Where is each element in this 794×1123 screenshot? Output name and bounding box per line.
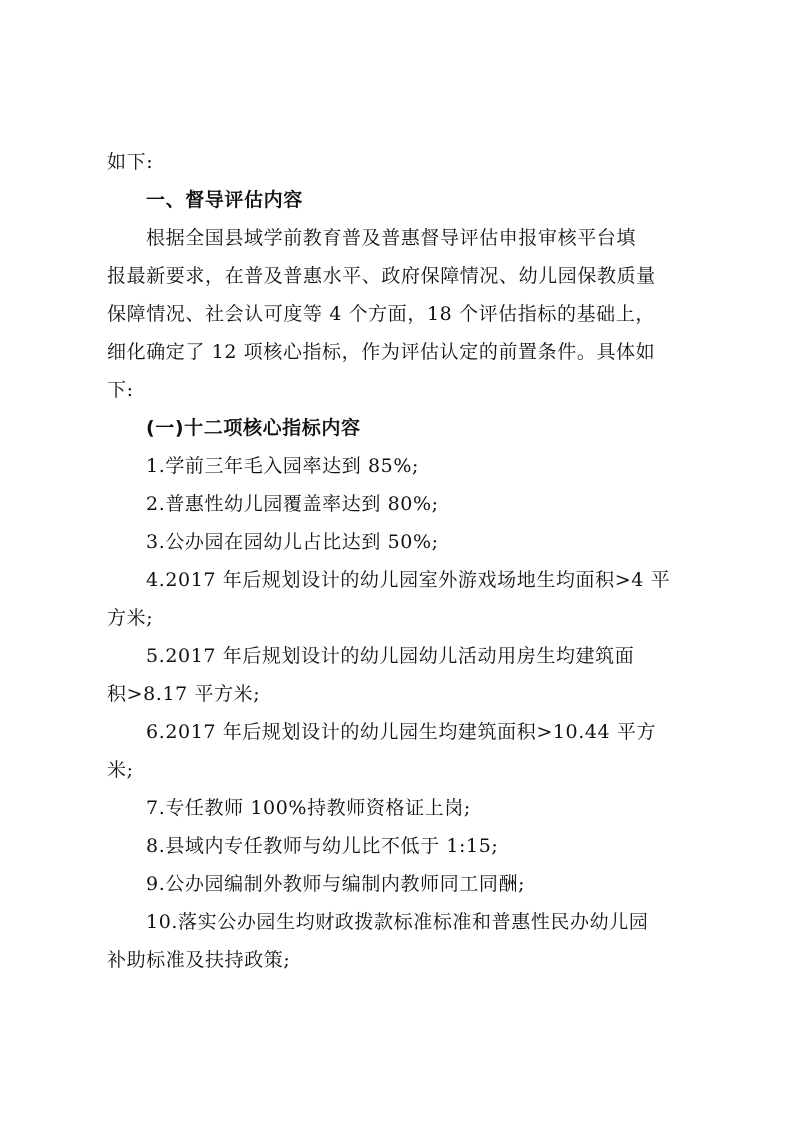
text-line: 如下: (107, 151, 154, 173)
text-line: 根据全国县域学前教育普及普惠督导评估申报审核平台填 (146, 227, 637, 249)
list-item-continuation: 补助标准及扶持政策; (107, 949, 291, 971)
list-item: 7.专任教师 100%持教师资格证上岗; (146, 797, 471, 819)
text-line: 保障情况、社会认可度等 4 个方面，18 个评估指标的基础上， (107, 303, 655, 325)
text-line: 细化确定了 12 项核心指标，作为评估认定的前置条件。具体如 (107, 341, 656, 363)
list-item: 5.2017 年后规划设计的幼儿园幼儿活动用房生均建筑面 (146, 645, 635, 667)
list-item: 9.公办园编制外教师与编制内教师同工同酬; (146, 873, 526, 895)
list-item: 6.2017 年后规划设计的幼儿园生均建筑面积>10.44 平方 (146, 721, 657, 743)
list-item: 2.普惠性幼儿园覆盖率达到 80%; (146, 493, 439, 515)
list-item-continuation: 方米; (107, 607, 154, 629)
text-line: 下: (107, 379, 134, 401)
list-item: 10.落实公办园生均财政拨款标准标准和普惠性民办幼儿园 (146, 911, 649, 933)
section-heading: 一、督导评估内容 (146, 189, 303, 211)
list-item: 3.公办园在园幼儿占比达到 50%; (146, 531, 439, 553)
list-item: 1.学前三年毛入园率达到 85%; (146, 455, 419, 477)
text-line: 报最新要求，在普及普惠水平、政府保障情况、幼儿园保教质量 (107, 265, 656, 287)
subsection-heading: (一)十二项核心指标内容 (146, 417, 361, 439)
list-item: 8.县域内专任教师与幼儿比不低于 1:15; (146, 835, 499, 857)
list-item-continuation: 积>8.17 平方米; (107, 683, 261, 705)
list-item: 4.2017 年后规划设计的幼儿园室外游戏场地生均面积>4 平 (146, 569, 671, 591)
list-item-continuation: 米; (107, 759, 134, 781)
